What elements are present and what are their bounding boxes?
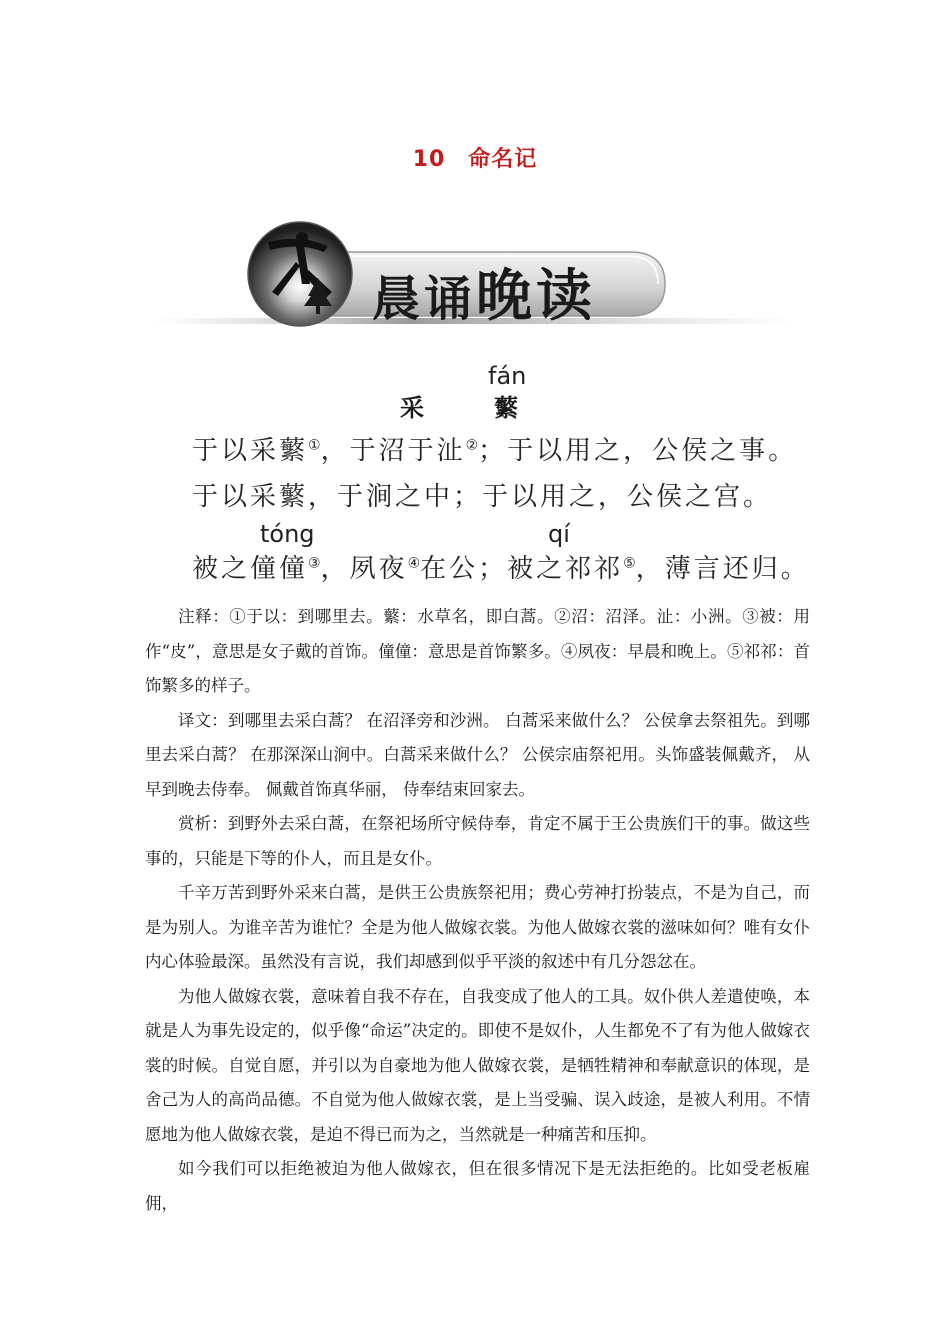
poem-title-char-2: 蘩 [494, 394, 518, 422]
paragraph-appreciation: 赏析：到野外去采白蒿，在祭祀场所守候侍奉，肯定不属于王公贵族们干的事。做这些事的，只能是下等的仆人，而且是女仆。 [145, 814, 810, 868]
paragraph-body-1: 千辛万苦到野外采来白蒿，是供王公贵族祭祀用；费心劳神打扮装点，不是为自己，而是为别人。为谁辛苦为谁忙？全是为他人做嫁衣裳。为他人做嫁衣裳的滋味如何？唯有女仆内心体验最深。虽然没有言说，我们却感到似乎平淡的叙述中有几分怨忿在。 [145, 883, 810, 971]
poem-line-1: 于以采蘩①，于沼于沚②；于以用之，公侯之事。 [192, 436, 798, 466]
poem-title-char-1: 采 [400, 394, 424, 422]
poem-line-3-pinyin-1: tóng [260, 520, 315, 548]
paragraph-body-2: 为他人做嫁衣裳，意味着自我不存在，自我变成了他人的工具。奴仆供人差遣使唤，本就是人为事先设定的，似乎像“命运”决定的。即使不是奴仆，人生都免不了有为他人做嫁衣裳的时候。自觉自愿，并引以为自豪地为他人做嫁衣裳，是牺牲精神和奉献意识的体现，是舍己为人的高尚品德。不自觉为他人做嫁衣裳，是上当受骗、误入歧途，是被人利用。不情愿地为他人做嫁衣裳，是迫不得已而为之，当然就是一种痛苦和压抑。 [145, 986, 810, 1144]
article-body [145, 600, 810, 1221]
banner-title: 晨诵晚读 [372, 264, 597, 329]
poem-line-3-pinyin-2: qí [548, 520, 570, 548]
poem-line-3: 被之僮僮③，夙夜④在公；被之祁祁⑤，薄言还归。 [192, 554, 810, 584]
paragraph-body-3: 如今我们可以拒绝被迫为他人做嫁衣，但在很多情况下是无法拒绝的。比如受老板雇佣， [145, 1159, 810, 1213]
page-title: 10 命名记 [412, 147, 538, 172]
paragraph-notes: 注释：①于以：到哪里去。蘩：水草名，即白蒿。②沼：沼泽。沚：小洲。③被：用作“皮”，意思是女子戴的首饰。僮僮：意思是首饰繁多。④夙夜：早晨和晚上。⑤祁祁：首饰繁多的样子。 [145, 607, 810, 695]
poem-title-pinyin: fán [488, 362, 527, 390]
paragraph-translation: 译文：到哪里去采白蒿？ 在沼泽旁和沙洲。 白蒿采来做什么？ 公侯拿去祭祖先。到哪里去采白蒿？ 在那深深山涧中。白蒿采来做什么？ 公侯宗庙祭祀用。头饰盛装佩戴齐， 从早到晚去侍奉。 佩戴首饰真华丽， 侍奉结束回家去。 [145, 710, 810, 799]
poem-line-2: 于以采蘩，于涧之中；于以用之，公侯之宫。 [192, 482, 773, 512]
